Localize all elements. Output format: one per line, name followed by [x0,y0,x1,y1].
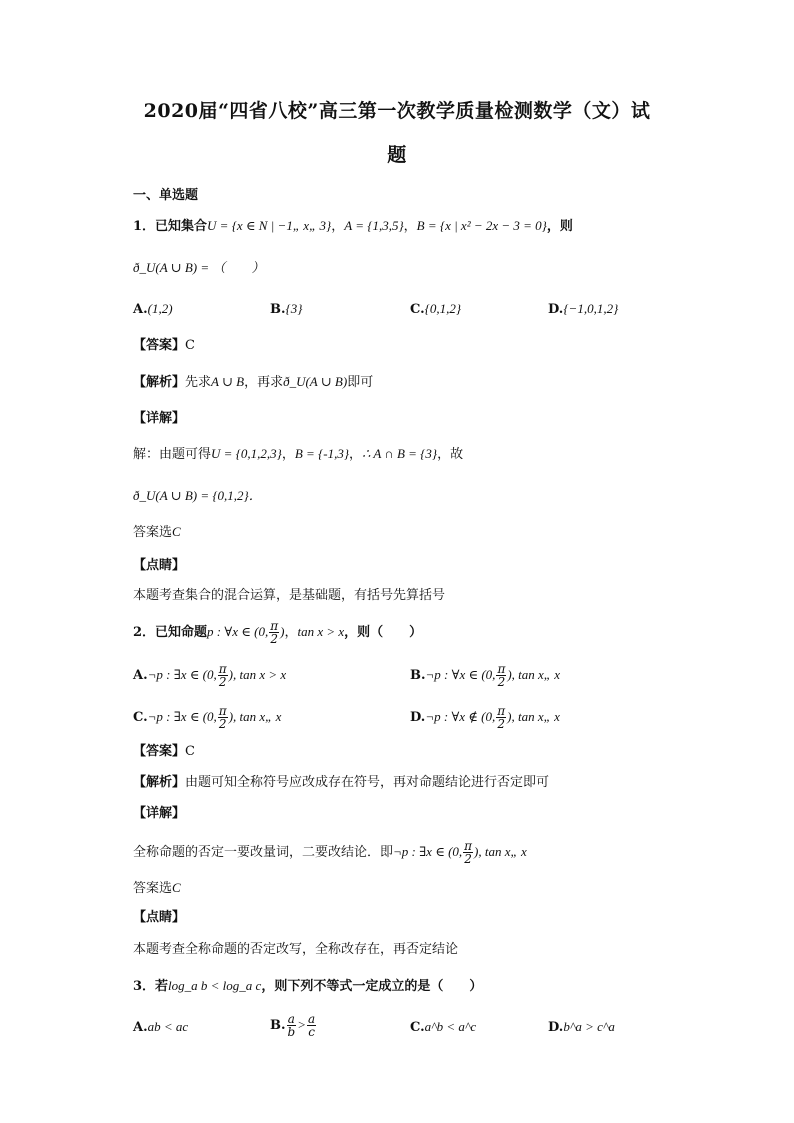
q1-option-c-label: C. [410,302,425,317]
q2-option-b-expr-a: ¬p : ∀x ∈ (0, [425,667,496,682]
q3-option-a-expr: ab < ac [147,1019,189,1034]
q1-option-d-label: D. [548,302,564,317]
q3-option-b-frac-1-num: a [287,1012,295,1026]
q2-option-a-frac [218,663,228,688]
q3-stem-suffix: ，则下列不等式一定成立的是（ ） [261,979,483,994]
q1-detail-text-a: 解：由题可得 [133,447,212,462]
q2-stem-ineq: tan x > x [297,624,345,639]
q3-option-c-expr: a^b < a^c [424,1019,477,1034]
q1-option-c [410,299,461,320]
q1-detail [133,444,463,465]
q2-option-b-expr-b: ), tan x„ x [507,667,561,682]
document-title-line-1: 2020届“四省八校”高三第一次教学质量检测数学（文）试 [143,100,651,122]
q2-option-a-frac-den: 2 [218,675,227,689]
q1-analysis-tag: 【解析】 [133,375,186,390]
q2-option-c-frac-num: π [218,704,227,718]
q1-choose-letter: C [172,524,181,539]
q2-detail-frac [463,840,473,865]
q2-detail [133,840,527,865]
q2-choose-letter: C [172,880,181,895]
q2-option-d-frac [496,705,506,730]
q3-option-c-label: C. [410,1020,425,1035]
q1-choose [133,522,181,543]
q2-option-c-frac [218,705,228,730]
q1-set-b: B = {x | x² − 2x − 3 = 0} [416,218,547,233]
q2-detail-tag: 【详解】 [133,806,186,821]
q2-option-c [133,705,281,730]
q3-option-a [133,1017,188,1038]
q2-option-d-label: D. [410,710,426,725]
q1-option-a-value: (1,2) [147,301,173,316]
q2-option-c-frac-den: 2 [218,717,227,731]
q1-expr: ð_U(A ∪ B) = （ ） [133,260,265,275]
q1-detail-sep-1: ， [281,447,295,462]
q1-analysis-expr-2: ð_U(A ∪ B) [283,374,348,389]
q2-option-a-frac-num: π [218,662,227,676]
q3-option-b-frac-2 [307,1013,316,1038]
q2-option-b-frac-num: π [497,662,506,676]
document-title-line-2: 题 [387,144,407,166]
q2-analysis-text: 由题可知全称符号应改成存在符号，再对命题结论进行否定即可 [185,775,550,790]
q3-stem [133,976,482,997]
q3-stem-expr: log_a b < log_a c [168,978,262,993]
q1-analysis-text-c: 即可 [347,375,374,390]
q1-analysis-text-a: 先求 [185,375,212,390]
q3-option-d-label: D. [548,1020,564,1035]
q1-option-b-label: B. [270,302,286,317]
q1-answer [133,336,195,356]
q1-choose-text: 答案选 [133,525,173,540]
q1-sep-2: ， [403,219,417,234]
q2-option-a-expr-a: ¬p : ∃x ∈ (0, [147,667,217,682]
q2-comment: 本题考查全称命题的否定改写，全称改存在，再否定结论 [133,942,459,957]
q1-detail-result [133,486,262,507]
q2-detail-frac-den: 2 [464,852,472,866]
q3-option-b-frac-2-num: a [307,1012,316,1026]
q1-detail-result-expr: ð_U(A ∪ B) = {0,1,2}． [133,488,262,503]
q1-stem-suffix: ，则 [546,219,573,234]
q2-stem-prefix: 2．已知命题 [133,625,208,640]
q2-option-a-expr-b: ), tan x > x [228,667,287,682]
q1-option-b [270,299,302,320]
q1-set-a: A = {1,3,5} [344,218,404,233]
q1-set-u: U = {x ∈ N | −1„ x„ 3} [207,218,332,233]
q2-detail-expr-b: ), tan x„ x [474,844,527,859]
q2-stem-sep: ， [284,625,298,640]
q2-option-b [410,663,560,688]
q2-answer [133,742,195,762]
q3-stem-prefix: 3．若 [133,979,169,994]
q3-option-b [270,1013,317,1038]
q1-option-d [548,299,618,320]
q2-option-b-frac [496,663,506,688]
section-heading: 一、单选题 [133,188,199,203]
q3-option-a-label: A. [133,1020,148,1035]
q3-option-d-expr: b^a > c^a [563,1019,615,1034]
q3-option-b-frac-1 [287,1013,297,1038]
q3-option-b-label: B. [270,1018,286,1033]
q1-option-c-value: {0,1,2} [424,301,462,316]
q2-option-d-expr-b: ), tan x„ x [507,709,560,724]
q2-stem-domain: p : ∀x ∈ (0, [207,624,269,639]
q2-option-c-expr-b: ), tan x„ x [228,709,282,724]
q3-option-b-gt: > [297,1017,306,1032]
q1-detail-text-d: ，故 [437,447,464,462]
q2-detail-text: 全称命题的否定一要改量词，二要改结论．即 [133,845,394,860]
q2-answer-value: C [185,744,195,759]
q2-option-d [410,705,560,730]
q2-stem [133,620,422,645]
q1-stem [133,216,573,237]
q1-analysis [133,372,373,393]
q3-option-d [548,1017,615,1038]
q2-choose-text: 答案选 [133,881,173,896]
q2-option-c-expr-a: ¬p : ∃x ∈ (0, [147,709,217,724]
q2-stem-frac-den: 2 [270,632,278,646]
q1-sep-1: ， [331,219,345,234]
q2-detail-frac-num: π [464,839,473,853]
q2-answer-tag: 【答案】 [133,744,186,759]
q1-analysis-expr-1: A ∪ B [211,374,245,389]
q1-detail-sep-2: ， [349,447,363,462]
q1-detail-tag: 【详解】 [133,411,186,426]
q1-detail-b: B = {-1,3} [294,446,350,461]
q1-expression [133,258,264,279]
q2-analysis-tag: 【解析】 [133,775,186,790]
q2-detail-expr-a: ¬p : ∃x ∈ (0, [393,844,463,859]
q1-comment-tag: 【点睛】 [133,558,186,573]
q2-option-a-label: A. [133,668,148,683]
q2-stem-frac-num: π [270,619,279,633]
q1-option-b-value: {3} [285,301,303,316]
q3-option-b-frac-1-den: b [287,1025,296,1039]
q1-option-a-label: A. [133,302,148,317]
q2-stem-close: ) [280,624,285,639]
q2-option-c-label: C. [133,710,148,725]
q1-detail-u: U = {0,1,2,3} [211,446,282,461]
q1-analysis-text-b: ，再求 [244,375,284,390]
q1-option-a [133,299,173,320]
q2-choose [133,878,181,899]
q3-option-c [410,1017,476,1038]
q1-stem-prefix: 1．已知集合 [133,219,208,234]
q1-comment: 本题考查集合的混合运算，是基础题，有括号先算括号 [133,588,446,603]
q2-option-d-frac-num: π [497,704,506,718]
q2-stem-suffix: ，则（ ） [344,625,423,640]
q3-option-b-frac-2-den: c [308,1025,315,1039]
q2-option-b-label: B. [410,668,426,683]
q2-comment-tag: 【点睛】 [133,910,186,925]
q1-detail-intersection: ∴ A ∩ B = {3} [362,446,438,461]
q2-analysis [133,773,549,793]
q2-option-d-frac-den: 2 [497,717,506,731]
q1-answer-tag: 【答案】 [133,338,186,353]
q2-option-b-frac-den: 2 [497,675,506,689]
q1-option-d-value: {−1,0,1,2} [563,301,619,316]
q2-stem-frac [269,620,279,645]
q2-option-a [133,663,286,688]
q1-answer-value: C [185,338,195,353]
q2-option-d-expr-a: ¬p : ∀x ∉ (0, [425,709,496,724]
